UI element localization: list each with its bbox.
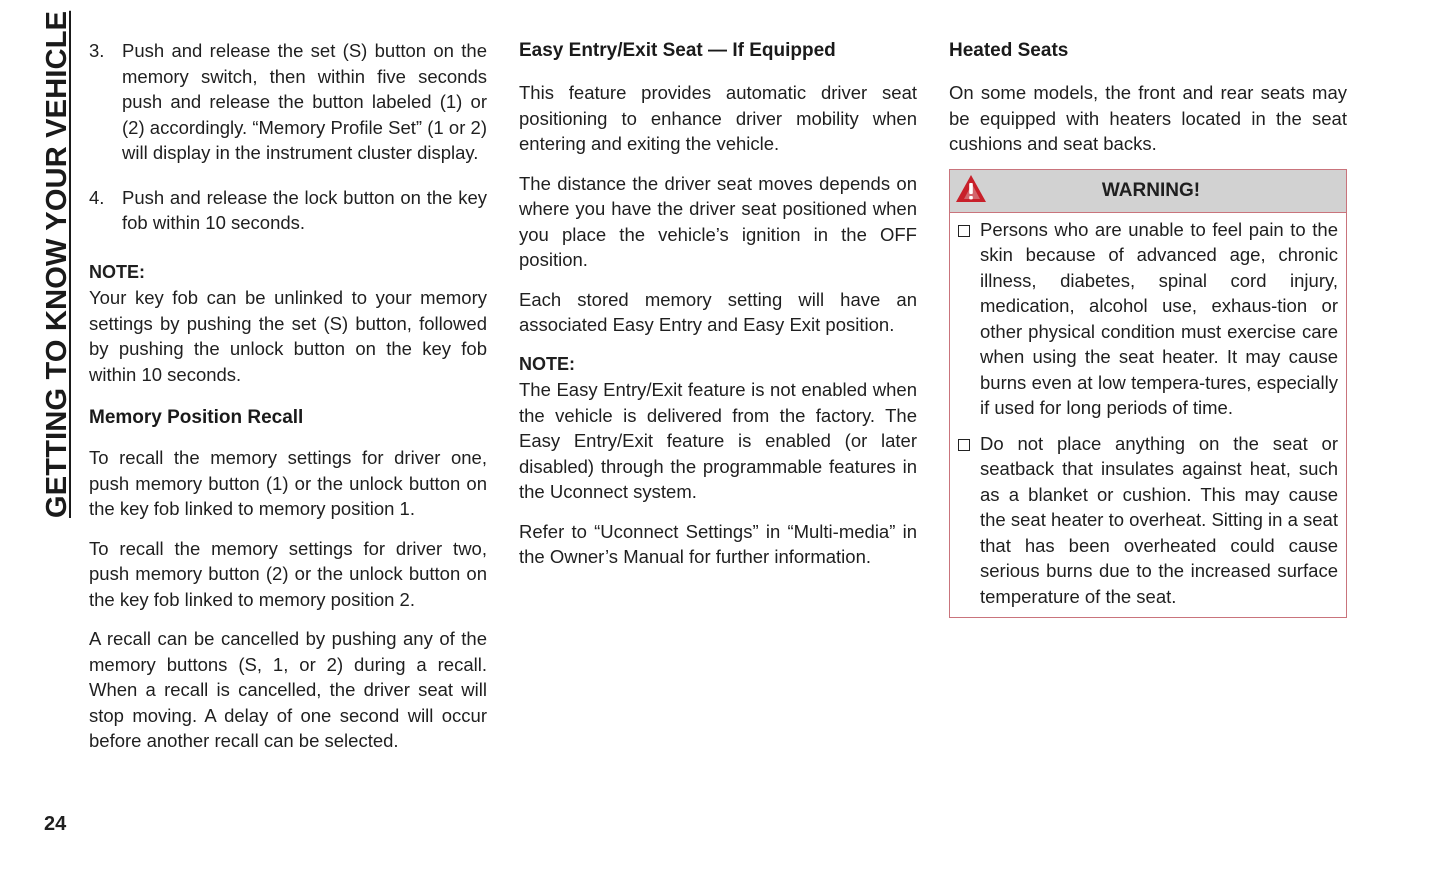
warning-box (949, 169, 1347, 619)
side-section-title (40, 10, 74, 518)
paragraph: Refer to “Uconnect Settings” in “Multi-media” in the Owner’s Manual for further information. (519, 520, 917, 567)
note-label: NOTE: (89, 261, 145, 282)
bullet-square-icon (958, 439, 970, 451)
paragraph: On some models, the front and rear seats may be equipped with heaters located in the seat cushions and seat backs. (949, 82, 1347, 154)
step-text: Push and release the lock button on the key fob within 10 seconds. (122, 186, 487, 233)
note-label: NOTE: (519, 353, 575, 374)
paragraph: The distance the driver seat moves depends on where you have the driver seat positioned when you place the vehicle’s ignition in the OFF position. (519, 172, 917, 270)
warning-item-text: Do not place anything on the seat or seatback that insulates against heat, such as a blanket or cushion. This may cause the seat heater to overheat. Sitting in a seat that has been overheated could cause serious burns due to the increased surface temperature of the seat. (980, 432, 1338, 607)
paragraph: To recall the memory settings for driver two, push memory button (2) or the unlock button on the key fob linked to memory position 2. (89, 537, 487, 610)
page-number: 24 (44, 813, 67, 835)
warning-header (950, 170, 1346, 213)
column-middle (519, 38, 917, 584)
warning-item (958, 217, 1338, 421)
section-heading-memory-recall: Memory Position Recall (89, 407, 304, 428)
step-4 (89, 185, 487, 236)
paragraph: Each stored memory setting will have an associated Easy Entry and Easy Exit position. (519, 288, 917, 335)
note-text: The Easy Entry/Exit feature is not enabled when the vehicle is delivered from the factory. The Easy Entry/Exit feature is enabled (or later disabled) through the programmable features in the Uconnect system. (519, 379, 917, 502)
warning-title: WARNING! (1101, 179, 1201, 201)
step-text: Push and release the set (S) button on the memory switch, then within five seconds push and release the button labeled (1) or (2) accordingly. “Memory Profile Set” (1 or 2) will display in the instrument cluster display. (122, 40, 487, 163)
warning-item (958, 431, 1338, 610)
bullet-square-icon (958, 225, 970, 237)
warning-body (950, 213, 1346, 618)
section-heading-heated-seats: Heated Seats (949, 40, 1069, 61)
step-number: 3. (89, 40, 105, 61)
column-left (89, 38, 487, 768)
column-right (949, 38, 1347, 618)
step-number: 4. (89, 186, 105, 208)
note-text: Your key fob can be unlinked to your memory settings by pushing the set (S) button, followed by pushing the unlock button on the key fob within 10 seconds. (89, 287, 487, 385)
step-3 (89, 38, 487, 166)
paragraph: To recall the memory settings for driver one, push memory button (1) or the unlock button on the key fob linked to memory position 1. (89, 447, 487, 519)
paragraph: A recall can be cancelled by pushing any of the memory buttons (S, 1, or 2) during a recall. When a recall is cancelled, the driver seat will stop moving. A delay of one second will occur before another recall can be selected. (89, 628, 487, 751)
warning-item-text: Persons who are unable to feel pain to the skin because of advanced age, chronic illness, diabetes, spinal cord injury, medication, alcohol use, exhaus-tion or other physical condition must exercise care when using the seat heater. It may cause burns even at low tempera-tures, especially if used for long periods of time. (980, 218, 1338, 418)
paragraph: This feature provides automatic driver seat positioning to enhance driver mobility when entering and exiting the vehicle. (519, 82, 917, 154)
section-heading-easy-entry: Easy Entry/Exit Seat — If Equipped (519, 40, 836, 61)
side-section-title-text: GETTING TO KNOW YOUR VEHICLE (41, 10, 73, 518)
